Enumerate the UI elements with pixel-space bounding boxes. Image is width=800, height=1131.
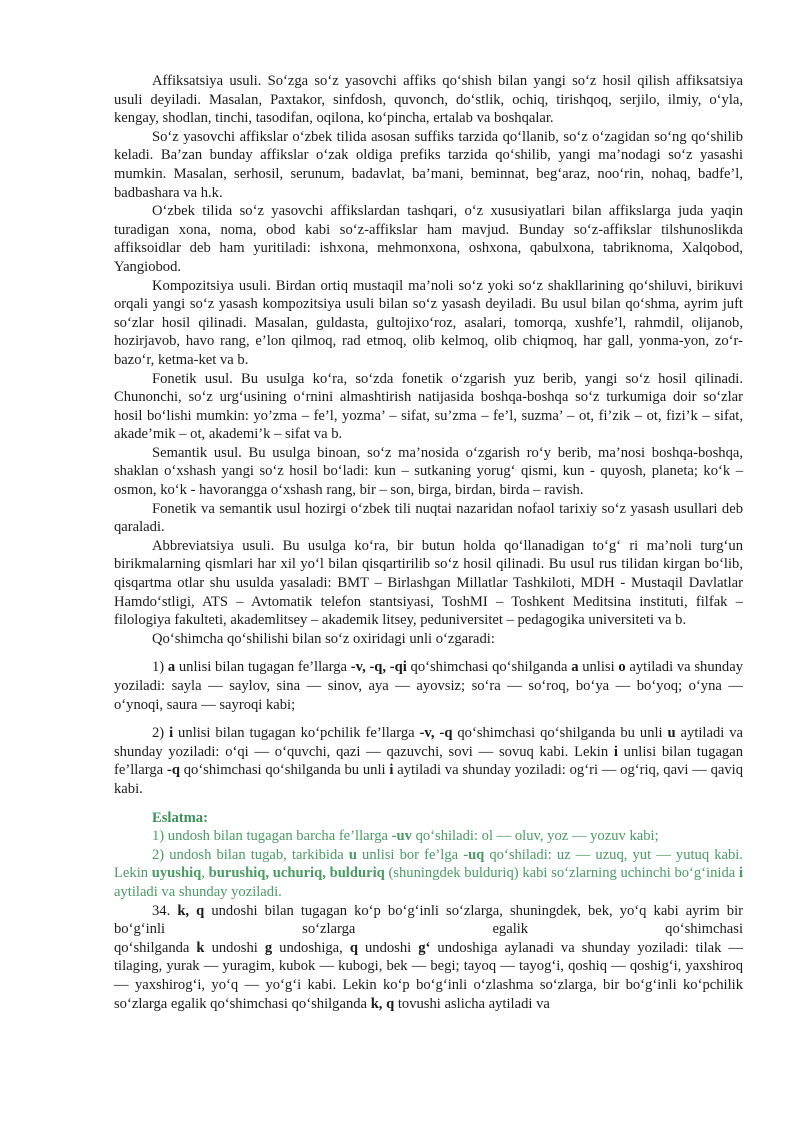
paragraph-unli-ozgarishi: Qo‘shimcha qo‘shilishi bilan so‘z oxiridagi unli o‘zgaradi:: [152, 630, 495, 647]
note-text: unlisi bor fe’lga: [356, 846, 464, 863]
document-page: [114, 72, 743, 1013]
paragraph-affiksoid: O‘zbek tilida so‘z yasovchi affikslardan tashqari, o‘z xususiyatlari bilan affikslarga juda yaqin turadigan xona, noma, obod kabi so‘z-affikslar ham mavjud. Bunday so‘z-affikslar tilshunoslikda affiksoidlar deb ham yuritiladi: ishxona, mehmonxona, oshxona, qabulxona, tabriknoma, Xalqobod, Yangiobod.: [114, 203, 743, 275]
rule-text: 2): [152, 725, 170, 742]
note-text: qo‘shiladi: ol — oluv, yoz — yozuv kabi;: [411, 828, 659, 845]
rule-bold: a: [167, 659, 176, 676]
rule-bold: i: [389, 762, 394, 779]
note-text: (shuningdek bulduriq) kabi so‘zlarning uchinchi bo‘g‘inida: [384, 865, 739, 882]
paragraph-kompozitsiya: Kompozitsiya usuli. Birdan ortiq mustaqil ma’noli so‘z yoki so‘z shakllarining qo‘shiluvi, birikuvi orqali yangi so‘z yasash kompozitsiya usuli bilan so‘z yasash deyiladi. Bu usul bilan qo‘shma, ayrim juft so‘zlar hosil qilinadi. Masalan, guldasta, gultojixo‘roz, asalari, tomorqa, xushfe’l, rahmdil, olijanob, hozirjavob, havo rang, e’lon qilmoq, rad etmoq, olib kelmoq, olib chiqmoq, har gall, yonma-yon, zo‘r-bazo‘r, ketma-ket va b.: [114, 277, 743, 368]
rule-text: 1): [152, 659, 168, 676]
note-text: 1) undosh bilan tugagan barcha fe’llarga: [152, 828, 392, 845]
rule-text: undoshiga aylanadi va shunday yoziladi: tilak — tilaging, yurak — yuragim, kubok — kubogi, bek — begi; tayoq — tayog‘i, qoshiq — qoshig‘i, yaxshiroq — yaxshirog‘i, yo‘q — yo‘g‘i kabi. Lekin ko‘p bo‘g‘inli o‘zlashma so‘zlarga, bir bo‘g‘inli ko‘pchilik so‘zlarga egalik qo‘shimchasi qo‘shilganda: [114, 939, 744, 1012]
note-text: ,: [201, 865, 209, 882]
paragraph-fonetik: Fonetik usul. Bu usulga ko‘ra, so‘zda fonetik o‘zgarish yuz berib, yangi so‘z hosil qilinadi. Chunonchi, so‘z urg‘usining o‘rnini almashtirish natijasida boshqa-boshqa so‘z turkumiga doir so‘zlar hosil bo‘lishi mumkin: yo’zma – fe’l, yozma’ – sifat, su’zma – fe’l, suzma’ – ot, fi’zik – ot, fizi’k – sifat, akade’mik – ot, akademi’k – sifat va b.: [114, 370, 743, 443]
rule-bold: g‘: [418, 939, 431, 956]
note-bold: burushiq, uchuriq, bulduriq: [208, 865, 385, 882]
note-text: 2) undosh bilan tugab, tarkibida: [152, 846, 349, 863]
note-text: aytiladi va shunday yoziladi.: [114, 883, 282, 900]
note-text: qo‘shiladi: uz — uzuq, yut — yutuq kabi. Lekin: [114, 846, 743, 882]
rule-text: qo‘shimchasi qo‘shilganda bu unli: [179, 762, 390, 779]
rule-text: aytiladi va shunday yoziladi: sayla — saylov, sina — sinov, aya — ayovsiz; so‘ra — so‘roq, bo‘ya — bo‘yoq; o‘yna — o‘ynoqi, saura — sayroqi kabi;: [114, 659, 743, 713]
rule-bold: -v, -q: [419, 725, 453, 742]
rule-text: undoshi: [357, 939, 419, 956]
rule-bold: o: [618, 659, 626, 676]
rule-2: [114, 724, 743, 798]
rule-text: qo‘shimchasi qo‘shilganda bu unli: [452, 725, 668, 742]
rule-text: undoshi: [204, 939, 265, 956]
rule-text: aytiladi va shunday yoziladi: og‘ri — og‘riq, qavi — qaviq kabi.: [114, 762, 743, 797]
rule-text: unlisi bilan tugagan fe’llarga: [114, 743, 743, 779]
rule-bold: i: [613, 743, 618, 760]
note-bold: i: [738, 865, 744, 882]
rule-text: 34.: [152, 902, 178, 919]
note-title: Eslatma:: [152, 809, 208, 826]
paragraph-abbreviatsiya: Abbreviatsiya usuli. Bu usulga ko‘ra, bir butun holda qo‘llanadigan to‘g‘ ri ma’noli turg‘un birikmalarning qismlari har xil yo‘l bilan qisqartirilib so‘z hosil qilinadi. Bu usul rus tilidan kirgan bo‘lib, qisqartma otlar shu usulda yasaladi: BMT – Birlashgan Millatlar Tashkiloti, MDH - Mustaqil Davlatlar Hamdo‘stligi, ATS – Avtomatik telefon stantsiyasi, ToshMI – Toshkent Meditsina instituti, filfak – filologiya fakulteti, akademlitsey – akademik litsey, peduniversitet – pedagogika universiteti va b.: [114, 537, 743, 629]
rule-bold: k, q: [370, 995, 395, 1012]
rule-text: unlisi bilan tugagan fe’llarga: [175, 659, 351, 676]
rule-text: unlisi: [578, 659, 619, 676]
rule-bold: i: [169, 725, 174, 742]
rule-text: tovushi aslicha aytiladi va: [394, 995, 550, 1012]
rule-text: unlisi bilan tugagan ko‘pchilik fe’llarga: [173, 725, 420, 742]
rule-text: undoshi bilan tugagan ko‘p bo‘g‘inli so‘zlarga, shuningdek, bek, yo‘q kabi ayrim bir bo‘g‘inli so‘zlarga egalik qo‘shimchasi: [114, 902, 744, 938]
paragraph-semantik: Semantik usul. Bu usulga binoan, so‘z ma’nosida o‘zgarish ro‘y berib, ma’nosi boshqa-boshqa, shaklan o‘xshash yangi so‘z hosil bo‘ladi: kun – sutkaning yorug‘ qismi, kun - quyosh, planeta; ko‘k – osmon, ko‘k - havorangga o‘xshash rang, bir – son, birga, birdan, birda – ravish.: [114, 444, 743, 499]
rule-bold: a: [571, 659, 579, 676]
note-item-1: [114, 827, 743, 846]
rule-text: undoshiga,: [272, 939, 350, 956]
paragraph-suffix-prefix: So‘z yasovchi affikslar o‘zbek tilida asosan suffiks tarzida qo‘llanib, so‘z o‘zagidan so‘ng qo‘shilib keladi. Ba’zan bunday affikslar o‘zak oldiga prefiks tarzida qo‘shilib, yangi ma’nodagi so‘z yasashi mumkin. Masalan, serhosil, serunum, badavlat, ba’mani, beminnat, beg‘araz, noo‘rin, nohaq, badfe’l, badbashara va h.k.: [114, 128, 743, 201]
rule-34-first-line: [114, 902, 743, 939]
rule-bold: k, q: [177, 902, 205, 919]
rule-text: qo‘shimchasi qo‘shilganda: [406, 659, 572, 676]
rule-1: [114, 658, 743, 714]
rule-bold: k: [196, 939, 205, 956]
rule-bold: q: [349, 939, 358, 956]
note-item-2: [114, 846, 743, 902]
rule-text: qo‘shilganda: [114, 939, 197, 956]
note-bold: -uq: [463, 846, 485, 863]
rule-bold: u: [667, 725, 676, 742]
note-bold: -uv: [391, 828, 412, 845]
note-bold: uyushiq: [151, 865, 202, 882]
note-bold: u: [348, 846, 357, 863]
rule-bold: g: [264, 939, 273, 956]
paragraph-nofaol: Fonetik va semantik usul hozirgi o‘zbek tili nuqtai nazaridan nofaol tarixiy so‘z yasash usullari deb qaraladi.: [114, 500, 743, 536]
rule-34-body: [114, 939, 743, 1013]
rule-bold: -q: [166, 762, 180, 779]
paragraph-affiksatsiya: Affiksatsiya usuli. So‘zga so‘z yasovchi affiks qo‘shish bilan yangi so‘z hosil qilish affiksatsiya usuli deyiladi. Masalan, Paxtakor, sinfdosh, quvonch, do‘stlik, ochiq, tirishqoq, serjilo, ilmiy, o‘yla, kengay, shodlan, tinchi, tasodifan, oqilona, ko‘pincha, ertalab va boshqalar.: [114, 73, 743, 127]
rule-text: aytiladi va shunday yoziladi: o‘qi — o‘quvchi, qazi — qazuvchi, sovi — sovuq kabi. Lekin: [114, 725, 744, 760]
rule-bold: -v, -q, -qi: [350, 659, 407, 676]
